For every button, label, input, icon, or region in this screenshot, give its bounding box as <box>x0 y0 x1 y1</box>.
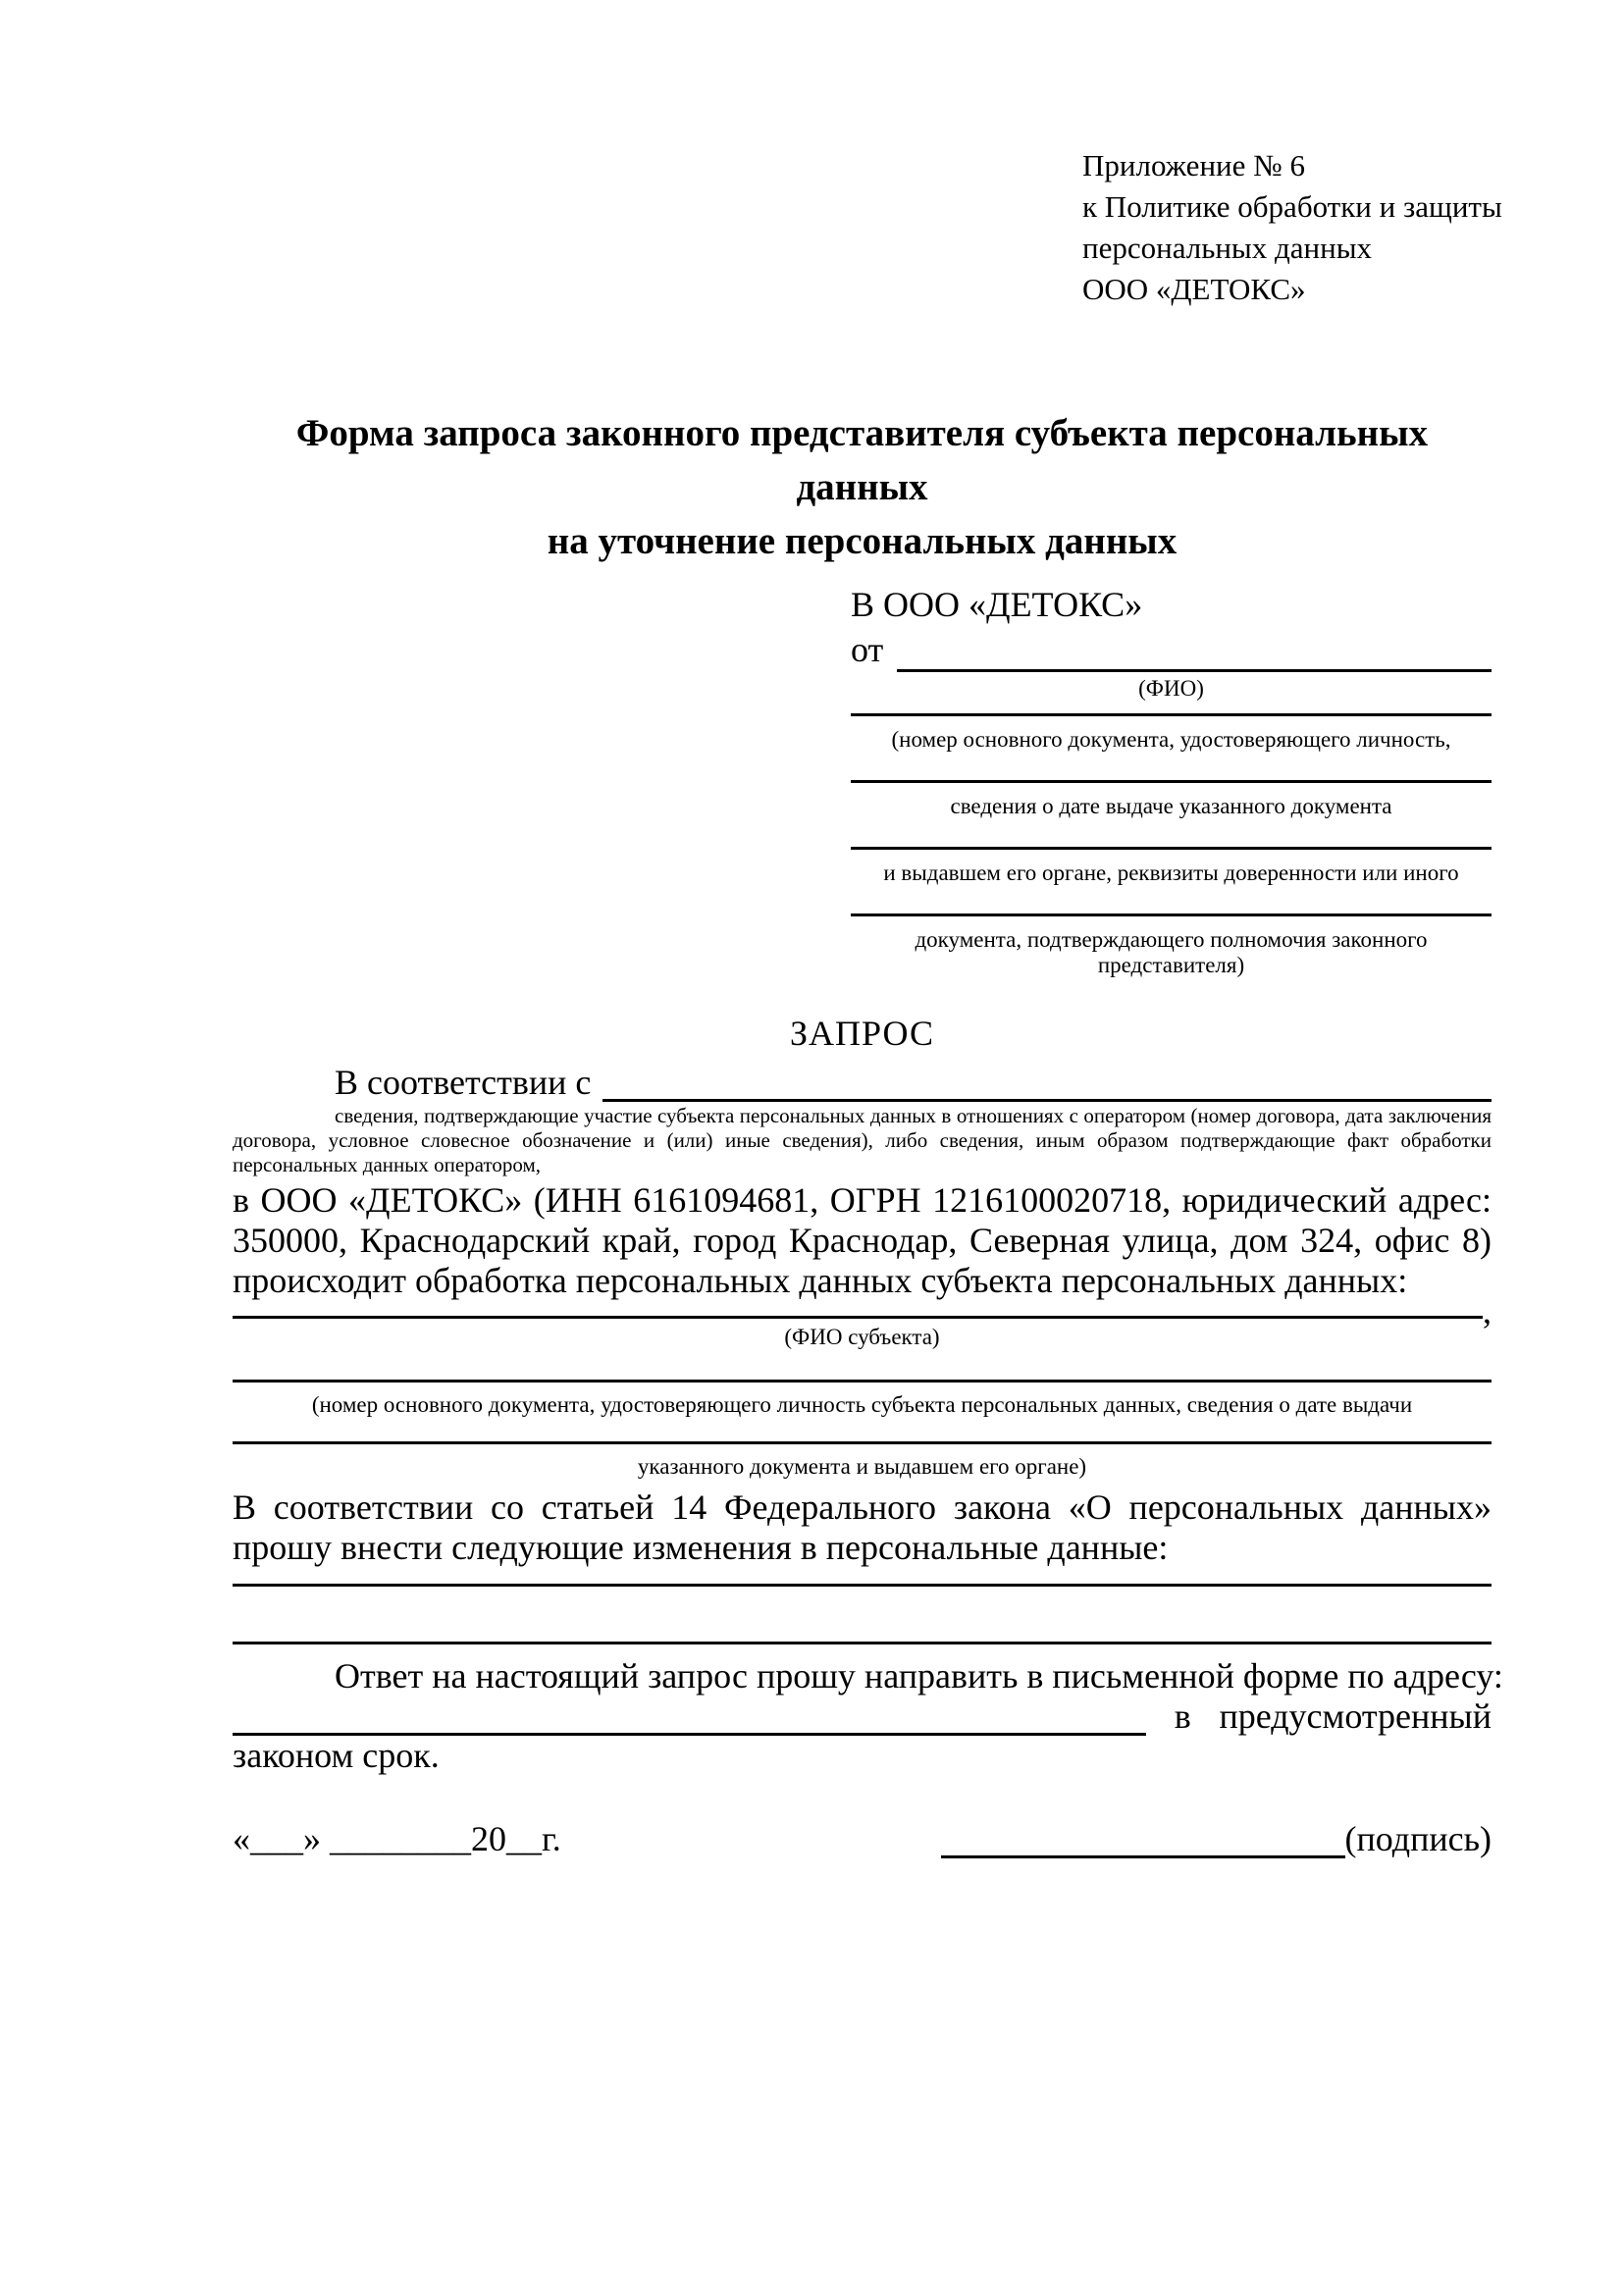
representative-doc-field <box>851 780 1492 819</box>
page-content <box>0 145 1623 1858</box>
accordance-lead: В соответствии с <box>335 1063 592 1102</box>
field-caption: сведения о дате выдаче указанного документа <box>950 794 1392 818</box>
trailing-comma: , <box>1483 1291 1492 1331</box>
subject-doc-caption: (номер основного документа, удостоверяющего личность субъекта персональных данных, сведения о дате выдачи <box>311 1392 1413 1417</box>
representative-doc-field <box>851 713 1492 753</box>
operator-paragraph: в ООО «ДЕТОКС» (ИНН 6161094681, ОГРН 1216100020718, юридический адрес: 350000, Краснодарский край, город Краснодар, Северная улица, дом 324, офис 8) происходит обработка персональных данных субъекта персональных данных: <box>233 1180 1492 1300</box>
form-title-line1: Форма запроса законного представителя субъекта персональных данных <box>295 412 1429 508</box>
appendix-line: к Политике обработки и защиты <box>1082 189 1502 224</box>
accordance-blank-line <box>602 1095 1492 1102</box>
subject-fio-row <box>233 1291 1492 1331</box>
field-caption: и выдавшем его органе, реквизиты доверенности или иного <box>883 861 1459 885</box>
addressee-block <box>851 582 1492 978</box>
accordance-note: сведения, подтверждающие участие субъекта персональных данных в отношениях с оператором (номер договора, дата заключения договора, условное словесное обозначение и (или) иные сведения), либо сведения, иным образом подтверждающие факт обработки персональных данных оператором, <box>233 1104 1492 1176</box>
field-blank-line <box>851 913 1492 916</box>
subject-fio-blank-line <box>233 1313 1483 1319</box>
fio-blank-line <box>897 664 1492 672</box>
response-line3: законом срок. <box>233 1736 440 1775</box>
response-address-blank-line <box>233 1729 1146 1736</box>
field-blank-line <box>851 780 1492 783</box>
date-blank: «___» ________20__г. <box>233 1819 561 1858</box>
appendix-line: ООО «ДЕТОКС» <box>1082 272 1306 306</box>
from-row <box>851 627 1492 672</box>
changes-blank-line <box>233 1584 1492 1587</box>
from-label: от <box>851 630 884 669</box>
subject-fio-caption: (ФИО субъекта) <box>784 1325 940 1349</box>
organization-name: В ООО «ДЕТОКС» <box>851 585 1143 624</box>
subject-doc-blank-line <box>233 1380 1492 1383</box>
signature-caption: (подпись) <box>1344 1819 1492 1858</box>
subject-doc-caption: указанного документа и выдавшем его органе) <box>637 1454 1087 1479</box>
field-caption: (номер основного документа, удостоверяющего личность, <box>891 727 1451 752</box>
form-title <box>233 406 1492 568</box>
representative-doc-field <box>851 913 1492 978</box>
appendix-line: персональных данных <box>1082 231 1373 265</box>
representative-doc-field <box>851 847 1492 886</box>
signature-group <box>941 1819 1492 1858</box>
date-signature-row <box>233 1819 1492 1858</box>
response-word: в <box>1174 1696 1191 1736</box>
request-heading: ЗАПРОС <box>790 1014 934 1053</box>
changes-blank-line <box>233 1642 1492 1644</box>
appendix-line: Приложение № 6 <box>1082 148 1305 183</box>
response-line1: Ответ на настоящий запрос прошу направить в письменной форме по адресу: <box>335 1656 1503 1696</box>
form-title-line2: на уточнение персональных данных <box>547 520 1178 562</box>
subject-doc-blank-line <box>233 1441 1492 1444</box>
field-blank-line <box>851 713 1492 716</box>
appendix-block <box>1082 145 1502 310</box>
field-blank-line <box>851 847 1492 850</box>
accordance-row <box>233 1063 1492 1102</box>
field-caption: документа, подтверждающего полномочия законного представителя) <box>915 927 1428 977</box>
response-address-row <box>233 1696 1492 1736</box>
article-paragraph: В соответствии со статьей 14 Федерального закона «О персональных данных» прошу внести следующие изменения в персональные данные: <box>233 1487 1492 1567</box>
signature-blank-line <box>941 1852 1345 1858</box>
response-word: предусмотренный <box>1219 1696 1492 1736</box>
fio-caption: (ФИО) <box>1138 676 1204 701</box>
